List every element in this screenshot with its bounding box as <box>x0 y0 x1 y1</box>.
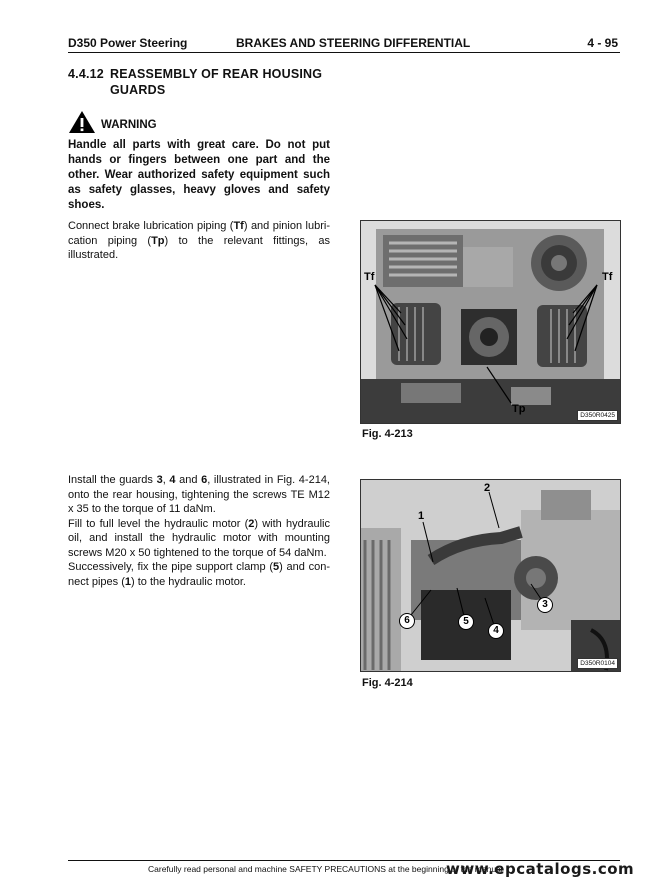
para2-text-3: and <box>175 474 202 486</box>
callout-1: 1 <box>418 510 425 522</box>
callout-5: 5 <box>458 614 474 630</box>
section-title-line2: GUARDS <box>110 83 166 97</box>
callout-tp: Tp <box>512 403 526 415</box>
warning-label: WARNING <box>101 119 157 131</box>
callout-4: 4 <box>488 623 504 639</box>
warning-icon <box>68 110 96 134</box>
para2-ref-4: 4 <box>169 474 176 486</box>
callout-tf-left: Tf <box>364 271 375 283</box>
callout-2: 2 <box>484 482 491 494</box>
para1-ref-tp: Tp <box>151 234 165 247</box>
figure-4-213-photo <box>360 220 621 424</box>
para1-text-2: ) and pinion lubri-cation piping ( <box>68 220 330 247</box>
watermark-text: www.epcatalogs.com <box>446 860 635 878</box>
para2-ref-2: 2 <box>248 517 255 530</box>
figure-4-214-caption: Fig. 4-214 <box>362 677 413 689</box>
warning-block <box>68 110 268 134</box>
figure-4-213-code: D350R0425 <box>577 410 618 421</box>
hydraulic-motor-photo <box>361 480 620 671</box>
figure-4-214-code: D350R0104 <box>577 658 618 669</box>
para2-text-8: ) and con-nect pipes ( <box>68 561 330 588</box>
para2-text-5: Fill to full level the hydraulic motor ( <box>68 517 249 530</box>
para2-text-4: , illustrated in Fig. 4-214, onto the rear housing, tightening the screws TE M12 x 35 to the torque of 11 daNm. <box>68 474 330 515</box>
callout-tf-right: Tf <box>602 271 613 283</box>
para2-text-2: , <box>162 474 170 486</box>
para2-text-1: Install the guards <box>68 474 157 486</box>
paragraph-connect-piping <box>68 219 330 263</box>
section-number: 4.4.12 <box>68 67 104 81</box>
header-page-number: 4 - 95 <box>587 36 618 50</box>
para1-text-1: Connect brake lubrication piping ( <box>68 220 234 232</box>
para2-ref-1: 1 <box>124 575 131 588</box>
para2-text-7: Successively, fix the pipe support clamp ( <box>68 561 273 573</box>
para2-text-6: ) with hydraulic oil, and install the hydraulic motor with mounting screws M20 x 50 tightened to the torque of 54 daNm. <box>68 517 330 559</box>
para2-ref-5: 5 <box>272 561 280 573</box>
section-title-line1: REASSEMBLY OF REAR HOUSING <box>110 67 323 81</box>
page-header <box>68 36 620 53</box>
header-manual-title: D350 Power Steering <box>68 36 188 50</box>
callout-6: 6 <box>399 613 415 629</box>
callout-3: 3 <box>537 597 553 613</box>
header-chapter-title: BRAKES AND STEERING DIFFERENTIAL <box>236 36 471 50</box>
para1-text-3: ) to the relevant fittings, as illustrated. <box>68 234 330 261</box>
footer-safety-note: Carefully read personal and machine SAFETY PRECAUTIONS at the beginning of the manual <box>148 864 503 874</box>
para2-text-9: ) to the hydraulic motor. <box>131 575 246 588</box>
paragraph-install-guards <box>68 473 330 589</box>
para1-ref-tf: Tf <box>233 220 244 232</box>
rear-housing-photo <box>361 221 620 423</box>
para2-ref-6: 6 <box>201 474 208 486</box>
warning-text: Handle all parts with great care. Do not put hands or fingers between one part and the other. Wear authorized safety equipment such as safety glasses, heavy gloves and safety shoes. <box>68 139 330 211</box>
para2-ref-3: 3 <box>156 474 163 486</box>
figure-4-214-photo <box>360 479 621 672</box>
section-title <box>68 66 338 98</box>
figure-4-213-caption: Fig. 4-213 <box>362 428 413 440</box>
